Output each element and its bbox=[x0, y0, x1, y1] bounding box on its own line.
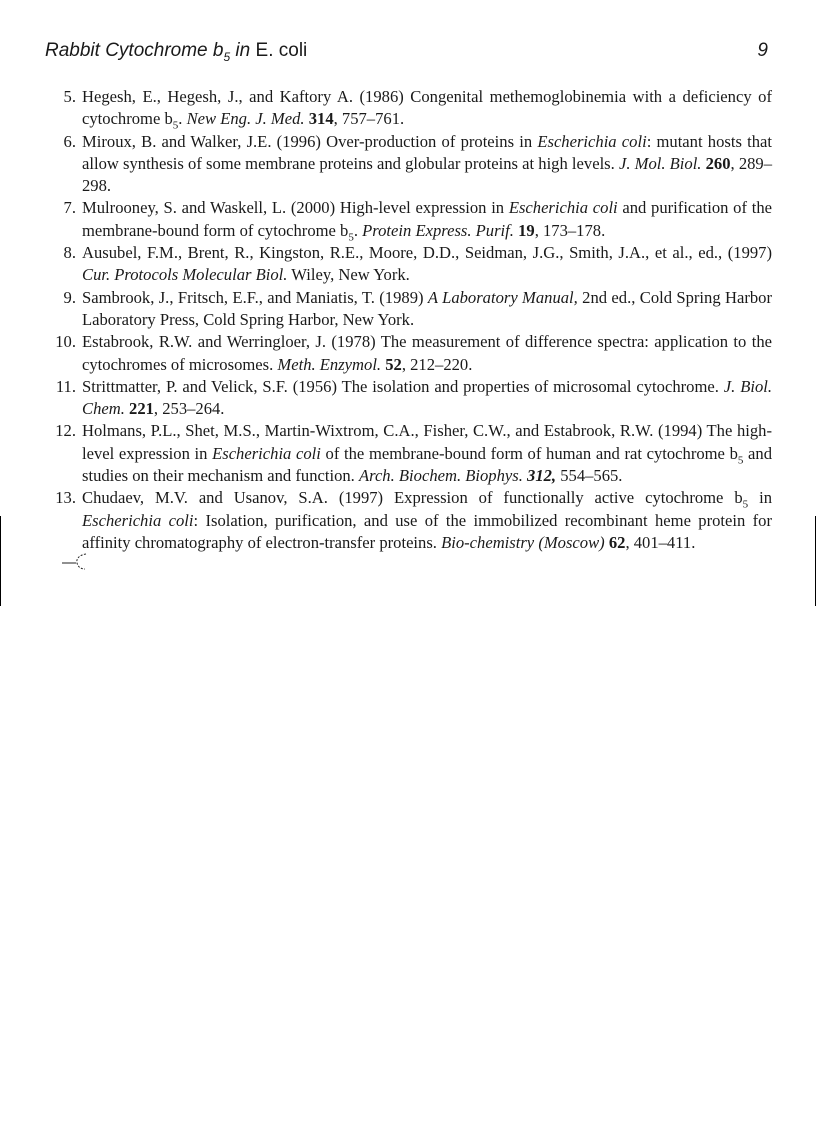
title-mid: in bbox=[230, 40, 256, 61]
reference-number: 5. bbox=[63, 87, 76, 106]
reference-number: 13. bbox=[55, 488, 76, 508]
reference-segment: . bbox=[178, 109, 187, 129]
reference-segment: Wiley, New York. bbox=[287, 265, 410, 285]
reference-segment: Bio-chemistry (Moscow) bbox=[441, 532, 605, 552]
reference-number: 7. bbox=[63, 198, 76, 218]
reference-segment: 5 bbox=[348, 231, 354, 244]
reference-segment: A Laboratory Manual, bbox=[427, 287, 578, 307]
reference-segment: , 289–298. bbox=[82, 153, 773, 196]
crop-mark-left bbox=[0, 516, 1, 606]
reference-segment: . bbox=[353, 220, 363, 240]
reference-segment: 314 bbox=[308, 109, 334, 129]
reference-segment: J. Biol. Chem. bbox=[82, 376, 772, 419]
reference-segment: Escherichia coli bbox=[508, 198, 618, 218]
reference-text bbox=[82, 287, 772, 332]
reference-segment: 5 bbox=[172, 119, 179, 132]
reference-segment: of the membrane-bound form of human and rat cytochrome b bbox=[320, 443, 738, 463]
reference-segment: Ausubel, F.M., Brent, R., Kingston, R.E., Moore, D.D., Seidman, J.G., Smith, J.A., et al., ed., (1997) bbox=[82, 243, 772, 263]
reference-number: 10. bbox=[55, 332, 76, 352]
reference-list bbox=[40, 86, 772, 554]
reference-segment: : mutant hosts that allow synthesis of some membrane proteins and globular proteins at high levels. bbox=[82, 131, 772, 173]
reference-segment: Arch. Biochem. Biophys. bbox=[358, 466, 523, 486]
reference-text bbox=[82, 131, 772, 198]
reference-text bbox=[82, 420, 772, 487]
reference-text bbox=[82, 376, 772, 421]
reference-segment: Sambrook, J., Fritsch, E.F., and Maniatis, T. (1989) bbox=[82, 287, 428, 307]
reference-segment: , 757–761. bbox=[333, 109, 405, 129]
reference-segment: 62 bbox=[608, 532, 626, 552]
reference-segment: and purification of the membrane-bound form of cytochrome b bbox=[82, 198, 772, 240]
title-ecoli: E. coli bbox=[255, 40, 308, 61]
reference-segment: , 253–264. bbox=[153, 399, 225, 419]
reference-text bbox=[82, 242, 772, 287]
reference-number: 9. bbox=[63, 287, 76, 307]
reference-text bbox=[82, 197, 772, 242]
reference-segment: 260 bbox=[705, 153, 731, 173]
page-number: 9 bbox=[757, 40, 768, 61]
reference-item bbox=[40, 242, 772, 287]
reference-item bbox=[40, 376, 772, 421]
reference-segment: 19 bbox=[518, 220, 535, 240]
reference-segment: Holmans, P.L., Shet, M.S., Martin-Wixtrom, C.A., Fisher, C.W., and Estabrook, R.W. (1994) The high-level expression in bbox=[82, 421, 772, 463]
reference-segment: Escherichia coli bbox=[212, 443, 321, 463]
reference-number: 6. bbox=[63, 131, 76, 151]
reference-segment: J. Mol. Biol. bbox=[618, 153, 702, 173]
reference-segment: Miroux, B. and Walker, J.E. (1996) Over-production of proteins in bbox=[82, 131, 538, 151]
reference-segment: 52 bbox=[385, 354, 402, 374]
reference-segment: : Isolation, purification, and use of the immobilized recombinant heme protein for affinity chromatography of electron-transfer proteins. bbox=[82, 510, 772, 552]
reference-segment: Strittmatter, P. and Velick, S.F. (1956) The isolation and properties of microsomal cytochrome. bbox=[82, 376, 724, 396]
reference-number: 12. bbox=[55, 421, 76, 441]
reference-item bbox=[40, 487, 772, 554]
reference-segment: Mulrooney, S. and Waskell, L. (2000) High-level expression in bbox=[82, 198, 509, 218]
reference-segment: Estabrook, R.W. and Werringloer, J. (1978) The measurement of difference spectra: application to the cytochromes of microsomes. bbox=[82, 332, 772, 374]
reference-segment: in bbox=[748, 488, 772, 508]
reference-segment: 5 bbox=[742, 498, 749, 511]
reference-segment: 554–565. bbox=[556, 466, 623, 486]
reference-segment: 312, bbox=[527, 466, 557, 486]
reference-segment: Meth. Enzymol. bbox=[277, 354, 382, 374]
running-header bbox=[45, 40, 768, 66]
title-subscript: 5 bbox=[223, 49, 231, 64]
reference-segment: Chudaev, M.V. and Usanov, S.A. (1997) Expression of functionally active cytochrome b bbox=[82, 488, 743, 508]
reference-segment: , 401–411. bbox=[625, 532, 696, 552]
reference-item bbox=[40, 420, 772, 487]
reference-segment: 221 bbox=[129, 399, 154, 419]
reference-segment: , 212–220. bbox=[401, 354, 473, 374]
reference-segment: and studies on their mechanism and function. bbox=[82, 443, 773, 486]
reference-segment: New Eng. J. Med. bbox=[186, 109, 305, 129]
reference-text bbox=[82, 487, 772, 554]
reference-item bbox=[40, 86, 772, 131]
reference-text bbox=[82, 331, 772, 376]
reference-segment: , 173–178. bbox=[534, 220, 606, 240]
reference-segment: Escherichia coli bbox=[537, 131, 647, 151]
reference-item bbox=[40, 331, 772, 376]
reference-text bbox=[82, 86, 772, 131]
reference-segment: Protein Express. Purif. bbox=[362, 220, 514, 240]
reference-segment: 5 bbox=[737, 454, 744, 467]
reference-segment: Cur. Protocols Molecular Biol. bbox=[82, 265, 288, 285]
reference-segment: Hegesh, E., Hegesh, J., and Kaftory A. (1986) Congenital methemoglobinemia with a deficiency of cytochrome b bbox=[82, 87, 772, 129]
reference-number: 11. bbox=[55, 376, 76, 396]
proof-mark-icon bbox=[62, 551, 90, 571]
reference-segment: Escherichia coli bbox=[82, 510, 194, 530]
running-title bbox=[45, 40, 307, 66]
reference-number: 8. bbox=[63, 243, 76, 263]
reference-item bbox=[40, 287, 772, 332]
reference-item bbox=[40, 131, 772, 198]
reference-item bbox=[40, 197, 772, 242]
title-prefix: Rabbit Cytochrome b bbox=[45, 40, 224, 61]
reference-segment: 2nd ed., Cold Spring Harbor Laboratory Press, Cold Spring Harbor, New York. bbox=[82, 287, 772, 329]
